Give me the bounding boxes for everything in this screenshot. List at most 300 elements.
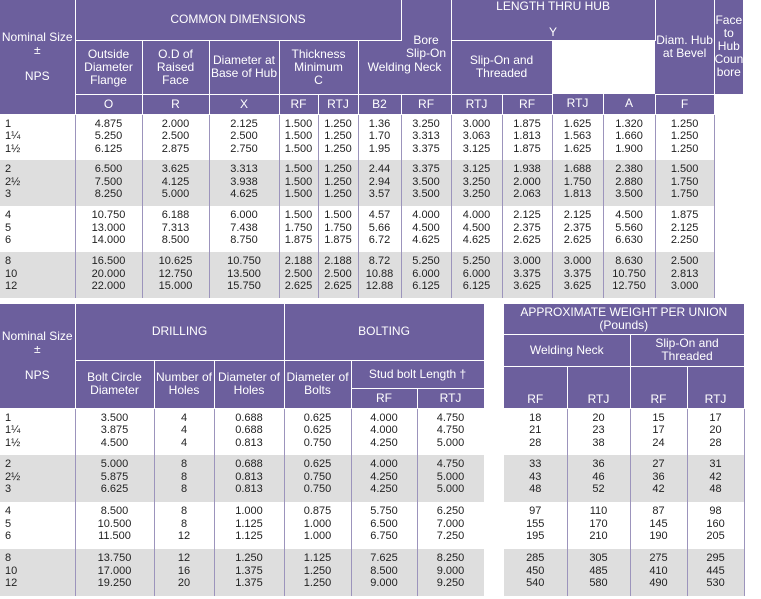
cell-value: 8.500 bbox=[161, 234, 190, 247]
cell-value: 2½ bbox=[5, 175, 21, 188]
cell-value: 15.000 bbox=[158, 280, 193, 293]
weight-wn-rf-header: RF bbox=[504, 366, 567, 408]
cell-value: 1 bbox=[5, 411, 12, 424]
cell-value: 0.688 bbox=[235, 411, 263, 424]
cell-value: 1.750 bbox=[563, 175, 592, 188]
cell-a bbox=[603, 252, 655, 298]
cell-value: 4.500 bbox=[462, 221, 491, 234]
cell-value: 1.750 bbox=[670, 175, 699, 188]
cell-so-rtj bbox=[687, 502, 744, 549]
cell-so-rtj bbox=[552, 114, 603, 160]
cell-value: 1.250 bbox=[670, 142, 699, 155]
table-row-group bbox=[0, 455, 484, 502]
cell-so-rtj bbox=[687, 549, 744, 596]
cell-wn-rtj bbox=[451, 160, 502, 206]
cell-value: 0.813 bbox=[235, 483, 263, 496]
cell-value: 210 bbox=[589, 530, 608, 543]
cell-stud-rf bbox=[351, 408, 417, 455]
bore-slip-on-header: Bore Slip-On bbox=[401, 0, 451, 94]
cell-value: 8 bbox=[180, 517, 188, 530]
cell-value: 1.250 bbox=[303, 564, 332, 577]
cell-o bbox=[75, 206, 142, 252]
cell-value: 5 bbox=[5, 517, 12, 530]
cell-value: 1.320 bbox=[615, 117, 643, 130]
cell-value: 1.250 bbox=[324, 188, 352, 201]
cell-value: 4.57 bbox=[368, 209, 391, 221]
cell-value: 6.125 bbox=[462, 280, 491, 293]
cell-value: 15.750 bbox=[227, 280, 261, 293]
cell-value: 3.250 bbox=[462, 188, 491, 201]
cell-value: 1.250 bbox=[324, 130, 352, 143]
cell-value: 1.250 bbox=[235, 552, 263, 564]
table-row-group bbox=[0, 114, 744, 160]
cell-value: 1.250 bbox=[324, 175, 352, 188]
cell-value: 485 bbox=[589, 564, 608, 577]
length-thru-hub-header: LENGTH THRU HUB Y bbox=[451, 0, 655, 40]
cell-nps bbox=[0, 252, 75, 298]
cell-a bbox=[603, 160, 655, 206]
stud-bolt-length-header: Stud bolt Length † bbox=[351, 360, 484, 388]
cell-value: 2.44 bbox=[368, 163, 391, 175]
cell-value: 5.66 bbox=[368, 221, 391, 234]
cell-value: 1.813 bbox=[513, 130, 541, 143]
table-row-group bbox=[0, 252, 744, 298]
cell-f bbox=[655, 252, 714, 298]
cell-x bbox=[209, 206, 279, 252]
weight-slip-on-header: Slip-On and Threaded bbox=[630, 334, 744, 366]
cell-value: 2.125 bbox=[563, 209, 592, 221]
cell-value: 6.625 bbox=[100, 483, 129, 496]
cell-value: 19.250 bbox=[97, 577, 132, 590]
cell-so-rtj bbox=[552, 160, 603, 206]
cell-value: 20 bbox=[709, 424, 722, 437]
cell-so-rtj bbox=[552, 252, 603, 298]
cell-value: 4 bbox=[180, 436, 188, 449]
cell-wn-rtj bbox=[451, 252, 502, 298]
cell-nps bbox=[0, 206, 75, 252]
cell-value: 2.94 bbox=[368, 175, 391, 188]
cell-c-rtj bbox=[318, 206, 358, 252]
cell-value: 1.750 bbox=[324, 221, 352, 234]
cell-value: 13.000 bbox=[91, 221, 126, 234]
stud-rf-header: RF bbox=[351, 388, 417, 408]
cell-value: 4.250 bbox=[370, 483, 398, 496]
cell-value: 8 bbox=[180, 505, 188, 517]
cell-value: 7.250 bbox=[436, 530, 465, 543]
cell-holes bbox=[154, 549, 214, 596]
cell-value: 190 bbox=[649, 530, 668, 543]
cell-value: 1.813 bbox=[563, 188, 592, 201]
cell-value: 4.000 bbox=[370, 424, 398, 437]
cell-wn-rf bbox=[504, 549, 567, 596]
cell-a bbox=[603, 206, 655, 252]
symbol-a: A bbox=[603, 94, 655, 114]
diameter-base-hub-header: Diameter at Base of Hub bbox=[209, 40, 279, 94]
cell-value: 155 bbox=[526, 517, 545, 530]
cell-wn-rtj bbox=[567, 455, 630, 502]
cell-dia-holes bbox=[214, 455, 284, 502]
cell-value: 145 bbox=[649, 517, 668, 530]
cell-value: 6.500 bbox=[370, 517, 398, 530]
cell-value: 10.750 bbox=[227, 255, 261, 267]
cell-value: 21 bbox=[529, 424, 542, 437]
diameter-holes-header: Diameter of Holes bbox=[214, 360, 284, 408]
weight-wn-rtj-header: RTJ bbox=[567, 366, 630, 408]
cell-value: 1.875 bbox=[284, 234, 313, 247]
welding-neck-rtj-header: RTJ bbox=[451, 94, 502, 114]
cell-r bbox=[142, 160, 209, 206]
cell-value: 3.063 bbox=[462, 130, 491, 143]
cell-value: 1.875 bbox=[324, 234, 352, 247]
cell-value: 3.625 bbox=[161, 163, 190, 175]
cell-value: 10 bbox=[5, 564, 18, 577]
cell-value: 12 bbox=[177, 530, 191, 543]
cell-wn-rtj bbox=[451, 114, 502, 160]
cell-value: 4.750 bbox=[436, 424, 465, 437]
cell-value: 1½ bbox=[5, 436, 21, 449]
cell-value: 6.630 bbox=[615, 234, 643, 247]
cell-a bbox=[603, 114, 655, 160]
cell-value: 1.250 bbox=[670, 117, 699, 130]
thickness-rf-header: RF bbox=[279, 94, 318, 114]
cell-value: 46 bbox=[592, 470, 605, 483]
symbol-f: F bbox=[655, 94, 714, 114]
cell-r bbox=[142, 252, 209, 298]
cell-c-rf bbox=[279, 206, 318, 252]
cell-value: 8.500 bbox=[100, 505, 129, 517]
cell-wn-rf bbox=[401, 160, 451, 206]
cell-value: 8.250 bbox=[436, 552, 465, 564]
cell-value: 2 bbox=[5, 458, 12, 470]
cell-b2 bbox=[358, 252, 401, 298]
outside-diameter-header: Outside Diameter Flange bbox=[75, 40, 142, 94]
cell-value: 3.500 bbox=[615, 188, 643, 201]
cell-holes bbox=[154, 455, 214, 502]
cell-wn-rf bbox=[401, 252, 451, 298]
cell-value: 2.625 bbox=[284, 280, 313, 293]
nominal-size-header-2: Nominal Size ± NPS bbox=[0, 304, 75, 408]
cell-so-rtj bbox=[687, 455, 744, 502]
drilling-header: DRILLING bbox=[75, 304, 284, 360]
cell-value: 8 bbox=[180, 470, 188, 483]
table-row-group bbox=[0, 206, 744, 252]
cell-value: 28 bbox=[529, 436, 542, 449]
cell-value: 2.500 bbox=[230, 130, 258, 143]
cell-b2 bbox=[358, 160, 401, 206]
cell-value: 15 bbox=[652, 411, 665, 424]
cell-value: 1¼ bbox=[5, 130, 21, 143]
cell-value: 2.880 bbox=[615, 175, 643, 188]
cell-value: 6.125 bbox=[412, 280, 440, 293]
cell-value: 450 bbox=[526, 564, 545, 577]
cell-value: 285 bbox=[526, 552, 545, 564]
cell-value: 5.000 bbox=[100, 458, 129, 470]
cell-value: 1¼ bbox=[5, 424, 21, 437]
cell-value: 12 bbox=[5, 280, 18, 293]
face-to-hub-header: Face to Hub Counter-bore bbox=[714, 0, 743, 94]
cell-value: 10.750 bbox=[612, 267, 646, 280]
cell-value: 1.563 bbox=[563, 130, 592, 143]
cell-value: 0.750 bbox=[303, 483, 332, 496]
cell-f bbox=[655, 160, 714, 206]
cell-nps bbox=[0, 114, 75, 160]
welding-neck-header: Welding Neck bbox=[358, 40, 451, 94]
cell-value: 275 bbox=[649, 552, 668, 564]
cell-value: 1.900 bbox=[615, 142, 643, 155]
cell-value: 0.625 bbox=[303, 458, 332, 470]
cell-value: 3.313 bbox=[412, 130, 440, 143]
cell-value: 1.250 bbox=[324, 117, 352, 130]
cell-value: 1½ bbox=[5, 142, 21, 155]
cell-value: 23 bbox=[592, 424, 605, 437]
cell-dia-holes bbox=[214, 502, 284, 549]
cell-value: 410 bbox=[649, 564, 668, 577]
cell-dia-holes bbox=[214, 408, 284, 455]
cell-value: 580 bbox=[589, 577, 608, 590]
cell-value: 27 bbox=[652, 458, 665, 470]
cell-value: 530 bbox=[706, 577, 725, 590]
cell-value: 2.813 bbox=[670, 267, 699, 280]
cell-value: 7.625 bbox=[370, 552, 398, 564]
cell-value: 3.375 bbox=[412, 142, 440, 155]
cell-value: 3.625 bbox=[513, 280, 541, 293]
cell-stud-rtj bbox=[417, 408, 484, 455]
cell-value: 5.000 bbox=[436, 436, 465, 449]
cell-value: 4.625 bbox=[462, 234, 491, 247]
cell-value: 3.250 bbox=[462, 175, 491, 188]
bolt-circle-header: Bolt Circle Diameter bbox=[75, 360, 154, 408]
cell-nps bbox=[0, 455, 75, 502]
cell-value: 205 bbox=[706, 530, 725, 543]
cell-value: 3.875 bbox=[100, 424, 129, 437]
cell-wn-rtj bbox=[567, 549, 630, 596]
cell-wn-rtj bbox=[567, 502, 630, 549]
cell-value: 3.250 bbox=[412, 117, 440, 130]
cell-value: 22.000 bbox=[91, 280, 126, 293]
cell-value: 3.500 bbox=[412, 175, 440, 188]
cell-c-rtj bbox=[318, 160, 358, 206]
cell-value: 12.750 bbox=[158, 267, 193, 280]
cell-value: 3.313 bbox=[230, 163, 258, 175]
cell-so-rtj bbox=[552, 206, 603, 252]
cell-c-rtj bbox=[318, 114, 358, 160]
cell-c-rtj bbox=[318, 252, 358, 298]
cell-value: 2.625 bbox=[324, 280, 352, 293]
cell-value: 1.660 bbox=[615, 130, 643, 143]
cell-value: 6.500 bbox=[94, 163, 123, 175]
cell-value: 3.375 bbox=[563, 267, 592, 280]
nominal-size-header: Nominal Size ± NPS bbox=[0, 0, 75, 114]
cell-value: 14.000 bbox=[91, 234, 126, 247]
cell-holes bbox=[154, 502, 214, 549]
cell-value: 2.500 bbox=[161, 130, 190, 143]
cell-value: 6.750 bbox=[370, 530, 398, 543]
cell-value: 2.000 bbox=[513, 175, 541, 188]
cell-value: 17 bbox=[709, 411, 722, 424]
cell-value: 8 bbox=[5, 255, 12, 267]
cell-value: 1.500 bbox=[670, 163, 699, 175]
cell-value: 1.125 bbox=[235, 530, 263, 543]
cell-value: 4.875 bbox=[94, 117, 123, 130]
cell-value: 3.625 bbox=[563, 280, 592, 293]
cell-value: 2.500 bbox=[324, 267, 352, 280]
cell-r bbox=[142, 206, 209, 252]
cell-value: 12 bbox=[5, 577, 18, 590]
cell-value: 195 bbox=[526, 530, 545, 543]
cell-value: 4.000 bbox=[370, 458, 398, 470]
cell-so-rf bbox=[630, 549, 687, 596]
cell-value: 10.750 bbox=[91, 209, 126, 221]
cell-value: 305 bbox=[589, 552, 608, 564]
cell-value: 7.313 bbox=[161, 221, 190, 234]
cell-value: 9.000 bbox=[436, 564, 465, 577]
cell-value: 28 bbox=[709, 436, 722, 449]
cell-value: 0.625 bbox=[303, 411, 332, 424]
cell-value: 9.000 bbox=[370, 577, 398, 590]
cell-dia-bolts bbox=[284, 502, 351, 549]
cell-value: 42 bbox=[709, 470, 722, 483]
cell-so-rf bbox=[502, 160, 552, 206]
number-holes-header: Number of Holes bbox=[154, 360, 214, 408]
cell-value: 3.500 bbox=[100, 411, 129, 424]
cell-x bbox=[209, 114, 279, 160]
cell-value: 7.438 bbox=[230, 221, 258, 234]
cell-value: 110 bbox=[589, 505, 608, 517]
cell-b2 bbox=[358, 114, 401, 160]
table-row-group bbox=[504, 549, 744, 596]
cell-c-rf bbox=[279, 114, 318, 160]
cell-value: 20 bbox=[177, 577, 191, 590]
cell-value: 4.625 bbox=[230, 188, 258, 201]
cell-value: 1.750 bbox=[284, 221, 313, 234]
cell-value: 1.875 bbox=[670, 209, 699, 221]
cell-value: 2.375 bbox=[563, 221, 592, 234]
cell-value: 2.625 bbox=[563, 234, 592, 247]
cell-value: 445 bbox=[706, 564, 725, 577]
cell-value: 6 bbox=[5, 530, 12, 543]
table-row-group bbox=[0, 549, 484, 596]
cell-value: 20 bbox=[592, 411, 605, 424]
cell-value: 6.72 bbox=[368, 234, 391, 247]
cell-value: 13.750 bbox=[97, 552, 132, 564]
cell-so-rf bbox=[502, 206, 552, 252]
cell-value: 5.000 bbox=[436, 483, 465, 496]
cell-dia-bolts bbox=[284, 549, 351, 596]
symbol-x: X bbox=[209, 94, 279, 114]
common-dimensions-table bbox=[0, 0, 761, 298]
cell-value: 10.625 bbox=[158, 255, 193, 267]
cell-value: 16.500 bbox=[91, 255, 126, 267]
cell-value: 5.250 bbox=[94, 130, 123, 143]
cell-so-rf bbox=[502, 252, 552, 298]
cell-value: 1.500 bbox=[324, 209, 352, 221]
cell-value: 1.70 bbox=[368, 130, 391, 143]
cell-value: 1.500 bbox=[284, 209, 313, 221]
cell-value: 4.500 bbox=[100, 436, 129, 449]
cell-value: 2.750 bbox=[230, 142, 258, 155]
cell-value: 0.688 bbox=[235, 458, 263, 470]
cell-value: 3 bbox=[5, 483, 12, 496]
cell-value: 1.375 bbox=[235, 577, 263, 590]
table-gap bbox=[484, 304, 504, 599]
diam-hub-bevel-header: Diam. Hub at Bevel bbox=[655, 0, 714, 94]
weight-so-rtj-header: RTJ bbox=[687, 366, 744, 408]
stud-rtj-header: RTJ bbox=[417, 388, 484, 408]
cell-value: 2.000 bbox=[161, 117, 190, 130]
cell-c-rf bbox=[279, 160, 318, 206]
cell-stud-rf bbox=[351, 502, 417, 549]
cell-value: 295 bbox=[706, 552, 725, 564]
cell-value: 4.500 bbox=[412, 221, 440, 234]
cell-nps bbox=[0, 549, 75, 596]
cell-value: 1.500 bbox=[284, 175, 313, 188]
cell-value: 1.125 bbox=[235, 517, 263, 530]
cell-x bbox=[209, 160, 279, 206]
cell-value: 12.750 bbox=[612, 280, 646, 293]
cell-value: 5.750 bbox=[370, 505, 398, 517]
cell-value: 6.000 bbox=[462, 267, 491, 280]
cell-dia-holes bbox=[214, 549, 284, 596]
cell-value: 1.500 bbox=[284, 163, 313, 175]
cell-value: 3.375 bbox=[513, 267, 541, 280]
cell-value: 3.500 bbox=[412, 188, 440, 201]
cell-value: 36 bbox=[592, 458, 605, 470]
drilling-bolting-table bbox=[0, 304, 485, 596]
cell-value: 48 bbox=[709, 483, 722, 496]
cell-value: 1.000 bbox=[303, 530, 332, 543]
cell-value: 43 bbox=[529, 470, 542, 483]
cell-dia-bolts bbox=[284, 408, 351, 455]
cell-value: 1.625 bbox=[563, 117, 592, 130]
cell-x bbox=[209, 252, 279, 298]
cell-value: 2.188 bbox=[324, 255, 352, 267]
cell-stud-rtj bbox=[417, 549, 484, 596]
cell-value: 1.250 bbox=[324, 142, 352, 155]
cell-dia-bolts bbox=[284, 455, 351, 502]
cell-value: 4.625 bbox=[412, 234, 440, 247]
cell-value: 2.500 bbox=[670, 255, 699, 267]
cell-value: 4.750 bbox=[436, 458, 465, 470]
cell-stud-rf bbox=[351, 549, 417, 596]
cell-value: 5.250 bbox=[462, 255, 491, 267]
cell-value: 1.938 bbox=[513, 163, 541, 175]
cell-value: 10.88 bbox=[365, 267, 394, 280]
cell-value: 6.188 bbox=[161, 209, 190, 221]
cell-value: 4.000 bbox=[370, 411, 398, 424]
cell-value: 8 bbox=[180, 483, 188, 496]
cell-value: 4 bbox=[5, 505, 12, 517]
cell-o bbox=[75, 252, 142, 298]
cell-value: 5 bbox=[5, 221, 12, 234]
cell-value: 1.250 bbox=[324, 163, 352, 175]
cell-value: 0.813 bbox=[235, 436, 263, 449]
thickness-header: Thickness Minimum C bbox=[279, 40, 358, 94]
table-row-group bbox=[0, 160, 744, 206]
table-row-group bbox=[504, 455, 744, 502]
cell-value: 1.95 bbox=[368, 142, 391, 155]
cell-value: 20.000 bbox=[91, 267, 126, 280]
cell-value: 2.875 bbox=[161, 142, 190, 155]
symbol-r: R bbox=[142, 94, 209, 114]
cell-value: 10.500 bbox=[97, 517, 132, 530]
cell-bolt-circle bbox=[75, 408, 154, 455]
cell-value: 1.500 bbox=[284, 117, 313, 130]
cell-value: 3.938 bbox=[230, 175, 258, 188]
cell-value: 7.500 bbox=[94, 175, 123, 188]
cell-value: 170 bbox=[589, 517, 608, 530]
cell-f bbox=[655, 114, 714, 160]
cell-value: 4.500 bbox=[615, 209, 643, 221]
